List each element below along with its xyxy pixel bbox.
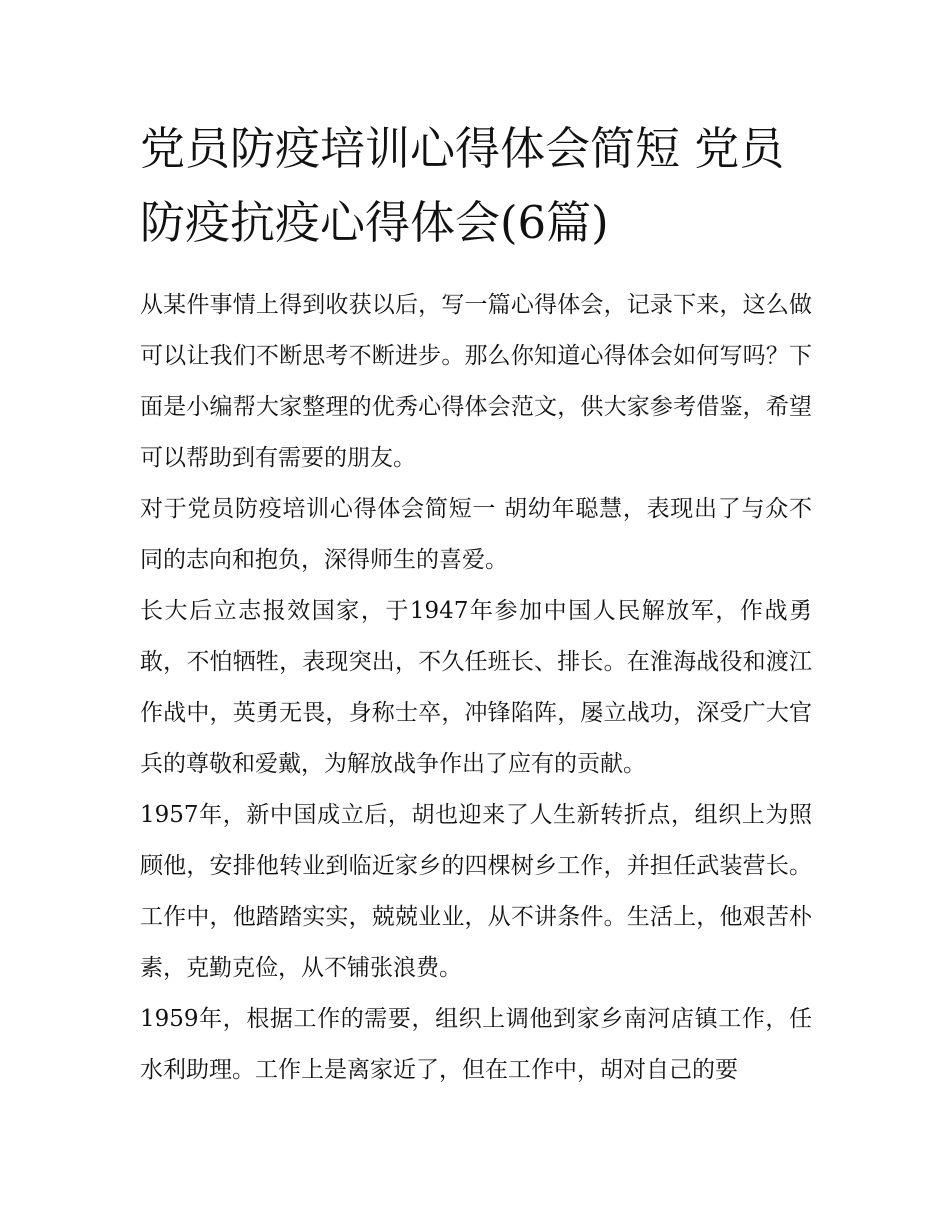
paragraph-section-one: 对于党员防疫培训心得体会简短一 胡幼年聪慧，表现出了与众不同的志向和抱负，深得师生的喜爱。: [140, 496, 812, 573]
document-page: [140, 112, 812, 1096]
paragraph-intro: 从某件事情上得到收获以后，写一篇心得体会，记录下来，这么做可以让我们不断思考不断进步。那么你知道心得体会如何写吗？下面是小编帮大家整理的优秀心得体会范文，供大家参考借鉴，希望可以帮助到有需要的朋友。: [140, 292, 812, 471]
document-body: [140, 280, 812, 1096]
paragraph-military-service: 长大后立志报效国家，于1947年参加中国人民解放军，作战勇敢，不怕牺牲，表现突出，不久任班长、排长。在淮海战役和渡江作战中，英勇无畏，身称士卒，冲锋陷阵，屡立战功，深受广大官兵的尊敬和爱戴，为解放战争作出了应有的贡献。: [140, 598, 812, 777]
document-title: 党员防疫培训心得体会简短 党员防疫抗疫心得体会(6篇): [140, 122, 785, 249]
paragraph-1957: 1957年，新中国成立后，胡也迎来了人生新转折点，组织上为照顾他，安排他转业到临近家乡的四棵树乡工作，并担任武装营长。工作中，他踏踏实实，兢兢业业，从不讲条件。生活上，他艰苦朴素，克勤克俭，从不铺张浪费。: [140, 802, 812, 981]
paragraph-1959: 1959年，根据工作的需要，组织上调他到家乡南河店镇工作，任水利助理。工作上是离家近了，但在工作中，胡对自己的要: [140, 1006, 812, 1083]
